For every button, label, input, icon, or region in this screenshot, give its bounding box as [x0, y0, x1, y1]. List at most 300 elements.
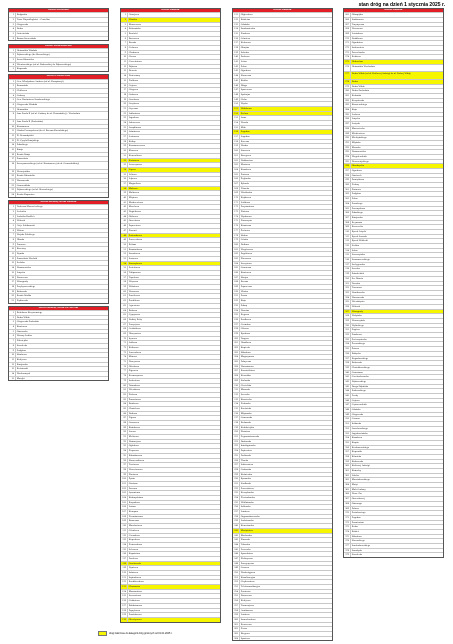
- row-number: 281: [345, 94, 349, 97]
- row-number: 120: [122, 571, 126, 574]
- row-number: 298: [345, 173, 349, 177]
- street-name: Solna: [351, 248, 358, 252]
- row-number: 366: [345, 492, 349, 496]
- street-name: Parkowa: [240, 55, 250, 59]
- row-number: 8: [121, 46, 128, 50]
- street-name: Zbożowa: [128, 472, 139, 476]
- street-name: Rabarbarowa: [128, 453, 143, 457]
- street-name: Liliowa: [128, 172, 137, 176]
- street-name: Jesionowa: [128, 135, 140, 139]
- row-number: 231: [234, 481, 238, 485]
- street-name: Bulgarska: [16, 13, 27, 17]
- street-name: Zwierzyniecka: [351, 337, 367, 341]
- row-number: 18: [9, 162, 16, 169]
- street-name: Piekarska: [240, 402, 251, 406]
- row-number: 97: [121, 463, 128, 467]
- street-name: Kołodziejska: [240, 425, 254, 429]
- row-number: 66: [121, 318, 128, 322]
- street-name: Konopna: [128, 510, 138, 514]
- road-category-table: [8, 200, 109, 304]
- row-number: 127: [122, 603, 126, 607]
- row-number: 114: [122, 542, 126, 546]
- street-name: Zamenhofa Wschód: [16, 256, 37, 260]
- row-number: 177: [234, 228, 238, 232]
- street-name: Dolna Zachodnia: [351, 89, 370, 93]
- row-number: 2: [9, 210, 16, 214]
- row-number: 170: [234, 196, 238, 199]
- street-name: Piątkowska: [16, 298, 29, 302]
- row-number: 48: [121, 234, 128, 238]
- legend: [98, 631, 172, 636]
- row-number: 94: [121, 449, 128, 453]
- street-name: Olchowa: [128, 214, 138, 218]
- street-name: Nasturcjowa: [128, 439, 142, 443]
- street-name: Handlowa: [240, 341, 252, 345]
- row-number: 279: [345, 84, 349, 88]
- street-name: Gajowa: [128, 83, 137, 87]
- category-title: DROGI WEWNĘTRZNE GMINNE: [9, 201, 108, 204]
- street-name: Kasprzaka: [16, 67, 28, 71]
- street-name: Rondo Kaponiera: [16, 193, 35, 197]
- row-number: 124: [122, 589, 126, 593]
- row-number: 82: [121, 393, 128, 397]
- street-name: Głogowska Zachodnia: [16, 320, 40, 324]
- street-name: Rynkowa: [240, 331, 251, 335]
- row-number: 148: [234, 92, 238, 96]
- row-number: 23: [9, 188, 16, 192]
- row-number: 138: [234, 46, 238, 49]
- street-name: Sadownicza: [351, 46, 364, 49]
- row-number: 262: [234, 627, 238, 631]
- street-name: Nagietkowa: [128, 210, 141, 214]
- street-name: Strzelecka: [16, 343, 28, 347]
- row-number: 362: [345, 473, 349, 477]
- column-3: [232, 8, 333, 644]
- street-name: Umultowska: [351, 290, 365, 294]
- street-name: Cedrowa: [128, 46, 138, 49]
- street-name: Samochodowa: [240, 617, 256, 621]
- row-number: 178: [234, 233, 238, 237]
- street-name: Melisowa: [128, 435, 139, 439]
- row-number: 328: [345, 314, 349, 318]
- row-number: 314: [345, 248, 349, 252]
- street-name: Mielżyńskiego: [351, 136, 367, 140]
- street-name: Żonkilowa: [128, 299, 140, 303]
- street-name: Hodowlana: [351, 60, 364, 64]
- row-number: 11: [9, 129, 16, 133]
- street-name: Bobrzańska: [128, 27, 141, 31]
- street-name: Morelowa: [128, 205, 140, 209]
- column-4: [343, 8, 444, 560]
- street-name: Centralna: [240, 322, 251, 326]
- row-number: 13: [9, 261, 16, 265]
- row-number: 62: [121, 299, 128, 303]
- row-number: 98: [121, 468, 128, 472]
- row-number: 309: [345, 225, 349, 229]
- street-name: Sasankowa: [128, 252, 141, 256]
- street-name: Gen. Kazimierza Sosnkowskiego: [16, 98, 51, 102]
- street-name: Kórnicka: [351, 454, 362, 458]
- street-name: Hiacyntowa: [128, 331, 141, 335]
- row-number: 96: [121, 459, 128, 463]
- street-name: Garbary: [16, 93, 25, 97]
- row-number: 244: [234, 542, 238, 546]
- row-number: 172: [234, 205, 238, 209]
- row-number: 336: [345, 351, 349, 355]
- street-name: Olgierdowa: [240, 13, 253, 17]
- table-row: [9, 111, 108, 119]
- row-number: 216: [234, 411, 238, 415]
- row-number: 21: [9, 299, 16, 303]
- street-name: Głuska Przemysłowa (do ul. Boczna-Kowalskiego): [16, 129, 69, 133]
- street-name: Kościuszki: [16, 367, 28, 371]
- street-name: Cmentarna: [351, 370, 363, 374]
- street-name: Strzelecka: [351, 553, 363, 557]
- street-name: Łużycka: [351, 122, 361, 126]
- row-number: 288: [345, 126, 349, 130]
- street-name: Tatarakowa: [128, 383, 141, 387]
- street-name: Kolejowa: [16, 357, 27, 361]
- street-name: Okrężna: [240, 46, 250, 49]
- street-name: Piesza: [240, 627, 248, 631]
- street-name: Skalna: [240, 233, 248, 237]
- street-name: Olimpijska: [351, 13, 363, 17]
- row-number: 180: [234, 242, 238, 246]
- street-name: Matyi: [351, 483, 358, 487]
- row-number: 5: [9, 32, 16, 36]
- street-name: Zagórze: [351, 328, 360, 332]
- row-number: 9: [121, 51, 128, 55]
- row-number: 115: [122, 547, 126, 551]
- street-name: Orzechowa: [128, 219, 141, 223]
- street-name: Szamarzewskiego: [351, 258, 370, 262]
- row-number: 348: [345, 408, 349, 412]
- street-name: Cisowa: [128, 55, 137, 59]
- street-name: Szkolna: [240, 50, 249, 54]
- street-name: Św. Marcin: [351, 276, 364, 280]
- street-name: Dzikiej Róży: [128, 317, 143, 321]
- row-number: 59: [121, 285, 128, 289]
- street-name: Tulipanowa: [128, 271, 141, 274]
- road-category-table: [8, 306, 109, 382]
- category-title: DROGI GMINNE: [344, 9, 443, 12]
- street-name: Grochowa: [128, 97, 140, 101]
- street-name: Farbiarska: [240, 453, 252, 457]
- street-name: Dolna Wilda (od ul. Królowej Jadwigi do ul. Dolnej Wildy): [351, 72, 412, 76]
- row-number: 184: [234, 261, 238, 265]
- street-name: Kalinowa: [128, 346, 139, 349]
- row-number: 132: [234, 17, 238, 21]
- row-number: 73: [121, 351, 128, 355]
- row-number: 186: [234, 271, 238, 274]
- row-number: 193: [234, 303, 238, 307]
- street-name: Gruszowa: [128, 421, 139, 424]
- street-name: Figowa: [128, 416, 137, 420]
- row-number: 5: [9, 98, 16, 102]
- street-name: Naramowicka: [16, 266, 31, 270]
- street-name: Drukarska: [240, 439, 252, 443]
- street-name: Irysowa: [128, 336, 137, 340]
- street-name: Murarska: [240, 388, 251, 392]
- row-number: 311: [345, 234, 349, 238]
- street-name: Lutnicza: [240, 510, 250, 514]
- row-number: 55: [121, 266, 128, 270]
- row-number: 236: [234, 505, 238, 509]
- street-name: Pagórkowa: [240, 252, 253, 256]
- row-number: 93: [121, 444, 128, 448]
- table-row: [9, 66, 108, 71]
- street-name: Słonecznikowa: [128, 458, 145, 462]
- street-name: Graniczna: [240, 266, 252, 270]
- street-name: Towarowa: [351, 286, 363, 290]
- row-number: 225: [234, 453, 238, 457]
- row-number: 230: [234, 477, 238, 481]
- row-number: 299: [345, 178, 349, 182]
- street-name: Starołęcka: [351, 548, 363, 552]
- street-name: Nadbrzeżna: [240, 158, 253, 162]
- row-number: 37: [121, 182, 128, 186]
- street-name: Garbarska: [240, 467, 252, 471]
- row-number: 20: [9, 174, 16, 178]
- street-name: Letniskowa: [351, 31, 364, 35]
- street-name: Warszawska: [351, 295, 365, 299]
- street-name: Krakowska: [351, 459, 364, 463]
- row-number: 2: [121, 18, 128, 22]
- row-number: 5: [9, 224, 16, 228]
- street-name: Szelągowska: [351, 262, 365, 266]
- row-number: 85: [121, 407, 128, 411]
- row-number: 377: [345, 544, 349, 547]
- row-number: 46: [121, 224, 128, 228]
- row-number: 310: [345, 229, 349, 233]
- row-number: 8: [9, 112, 16, 119]
- street-name: Serbska: [16, 261, 25, 265]
- row-number: 100: [122, 477, 126, 481]
- street-name: Selerowa: [128, 547, 139, 551]
- street-name: Estkowskiego: [351, 389, 366, 393]
- row-number: 322: [345, 286, 349, 290]
- street-name: Marcinkowskiego: [351, 478, 370, 482]
- street-name: Kuśnierska: [240, 472, 253, 476]
- street-name: Działkowa: [351, 36, 363, 40]
- table-row: [344, 64, 443, 72]
- category-title: DROGI POWIATOWE: [9, 75, 108, 78]
- row-number: 266: [345, 17, 349, 21]
- street-name: Bałtycka: [351, 351, 361, 355]
- street-name: Pogodna: [240, 130, 250, 134]
- row-number: 17: [9, 157, 16, 161]
- street-name: Spokojna: [240, 92, 251, 96]
- row-number: 69: [121, 332, 128, 336]
- row-number: 118: [122, 561, 126, 565]
- row-number: 263: [234, 631, 238, 635]
- row-number: 15: [9, 148, 16, 152]
- street-name: Zegarmistrzowska: [240, 435, 260, 439]
- row-number: 1: [121, 13, 128, 17]
- row-number: 222: [234, 439, 238, 443]
- row-number: 2: [9, 18, 16, 22]
- row-number: 149: [234, 97, 238, 101]
- row-number: 154: [234, 121, 238, 124]
- table-row-highlighted: [344, 71, 443, 79]
- street-name: Koszykarska: [240, 491, 254, 495]
- row-number: 6: [9, 103, 16, 107]
- row-number: 318: [345, 267, 349, 271]
- row-number: 195: [234, 313, 238, 317]
- street-name: Warszawska: [16, 179, 30, 183]
- row-number: 135: [234, 31, 238, 35]
- row-number: 342: [345, 379, 349, 383]
- row-number: 36: [121, 177, 128, 181]
- row-number: 267: [345, 22, 349, 26]
- street-name: Chrzanowa: [128, 585, 141, 589]
- row-number: 11: [9, 252, 16, 256]
- street-name: Porzeczkowa: [128, 238, 143, 242]
- row-number: 41: [121, 201, 128, 205]
- street-name: Grzybowa: [128, 102, 140, 106]
- street-name: Wilczak: [351, 304, 361, 308]
- street-name: Narożna: [240, 308, 250, 312]
- row-number: 213: [234, 397, 238, 401]
- row-number: 181: [234, 247, 238, 251]
- street-name: Rubież: [351, 529, 359, 533]
- street-name: Owsiana: [128, 481, 138, 485]
- street-name: Biegowa: [240, 631, 250, 635]
- street-name: Gąsiorowskich: [351, 403, 367, 407]
- street-name: Krańcowa: [16, 325, 28, 329]
- row-number: 11: [121, 60, 128, 64]
- street-name: Pomidorowa: [128, 613, 142, 617]
- street-name: Hetmańska Wschodnia: [351, 64, 375, 68]
- row-number: 293: [345, 150, 349, 154]
- row-number: 50: [121, 243, 128, 247]
- street-name: Rzeczna: [240, 139, 250, 143]
- row-number: 1: [9, 205, 16, 209]
- row-number: 91: [121, 435, 128, 439]
- street-name: Promienista: [351, 520, 364, 524]
- row-number: 210: [234, 383, 238, 387]
- street-name: Rzeźnicka: [240, 406, 252, 410]
- row-number: 208: [234, 374, 238, 378]
- street-name: Poziomkowa: [128, 233, 142, 237]
- row-number: 4: [9, 94, 16, 98]
- row-number: 224: [234, 449, 238, 453]
- row-number: 243: [234, 538, 238, 542]
- street-name: Ratajczaka: [351, 215, 363, 219]
- street-name: Wilczak: [16, 219, 26, 223]
- row-number: 246: [234, 552, 238, 556]
- row-number: 105: [122, 500, 126, 504]
- street-name: Dziewanny: [128, 74, 141, 78]
- street-name: Kowalska: [240, 374, 251, 378]
- row-number: 335: [345, 347, 349, 351]
- street-name: Stolarska: [240, 378, 251, 382]
- row-number: 304: [345, 201, 349, 205]
- row-number: 218: [234, 421, 238, 424]
- row-number: 134: [234, 27, 238, 31]
- row-number: 38: [121, 187, 128, 191]
- row-number: 123: [122, 585, 126, 589]
- row-number: 113: [122, 538, 126, 542]
- street-name: Wczasowa: [351, 27, 363, 31]
- row-number: 252: [234, 580, 238, 584]
- row-number: 106: [122, 505, 126, 509]
- row-number: 142: [234, 64, 238, 68]
- row-number: 13: [9, 139, 16, 143]
- street-name: Hetmańska Wiadukt: [16, 48, 38, 52]
- row-number: 3: [9, 58, 16, 62]
- row-number: 157: [234, 135, 238, 139]
- street-name: Żeglarska: [240, 177, 251, 181]
- street-name: Gwarna: [351, 417, 360, 421]
- row-number: 3: [121, 23, 128, 27]
- row-number: 26: [121, 130, 128, 134]
- street-name: Nowowiejskiego: [351, 159, 369, 163]
- row-number: 332: [345, 333, 349, 337]
- row-number: 226: [234, 458, 238, 462]
- row-number: 4: [9, 325, 16, 329]
- row-number: 23: [121, 116, 128, 120]
- street-name: Dolinna: [240, 242, 249, 246]
- street-name: Obodrzycka: [351, 164, 365, 168]
- street-name: Fasolowa: [128, 556, 139, 560]
- street-name: Sielska: [351, 244, 360, 247]
- row-number: 201: [234, 341, 238, 345]
- street-name: Paprociowa: [128, 224, 141, 228]
- street-name: Chmielowa: [128, 406, 141, 410]
- street-name: Kwiatowa: [128, 158, 140, 162]
- row-number: 174: [234, 214, 238, 218]
- road-category-table: [232, 8, 333, 641]
- street-name: Musztardowa: [128, 589, 143, 593]
- row-number: 111: [122, 528, 126, 532]
- row-number: 119: [122, 566, 126, 570]
- row-number: 89: [121, 426, 128, 430]
- street-name: Prosta: [240, 294, 248, 298]
- street-name: Rozmarynowa: [128, 374, 144, 378]
- row-number: 6: [9, 334, 16, 338]
- row-number: 307: [345, 215, 349, 219]
- row-number: 6: [9, 37, 16, 41]
- row-number: 341: [345, 375, 349, 379]
- row-number: 347: [345, 403, 349, 407]
- row-number: 61: [121, 294, 128, 298]
- street-name: Bakłażanowa: [128, 603, 143, 607]
- street-name: Gazowa: [240, 566, 249, 570]
- street-name: Cukiniowa: [128, 599, 140, 603]
- row-number: 29: [121, 144, 128, 148]
- street-name: Autobusowa: [240, 608, 254, 612]
- row-number: 300: [345, 183, 349, 187]
- street-name: Orzeszkowej: [351, 497, 365, 501]
- street-name: Rzodkiewkowa: [128, 580, 145, 584]
- row-number: 145: [234, 78, 238, 82]
- row-number: 12: [9, 257, 16, 261]
- street-name: Pieprzowa: [128, 449, 140, 453]
- street-name: Rzemieślnicza: [240, 369, 256, 373]
- row-number: 363: [345, 478, 349, 482]
- row-number: 1: [9, 13, 16, 17]
- row-number: 2: [9, 53, 16, 57]
- street-name: Górnicza: [240, 36, 250, 40]
- row-number: 56: [121, 271, 128, 275]
- street-name: Kminkowa: [128, 425, 140, 429]
- street-name: Głogowska: [351, 412, 364, 416]
- street-name: Wołyńska: [351, 314, 362, 318]
- street-name: Pigwowa: [128, 369, 139, 373]
- row-number: 25: [121, 126, 128, 130]
- table-row: [9, 36, 108, 41]
